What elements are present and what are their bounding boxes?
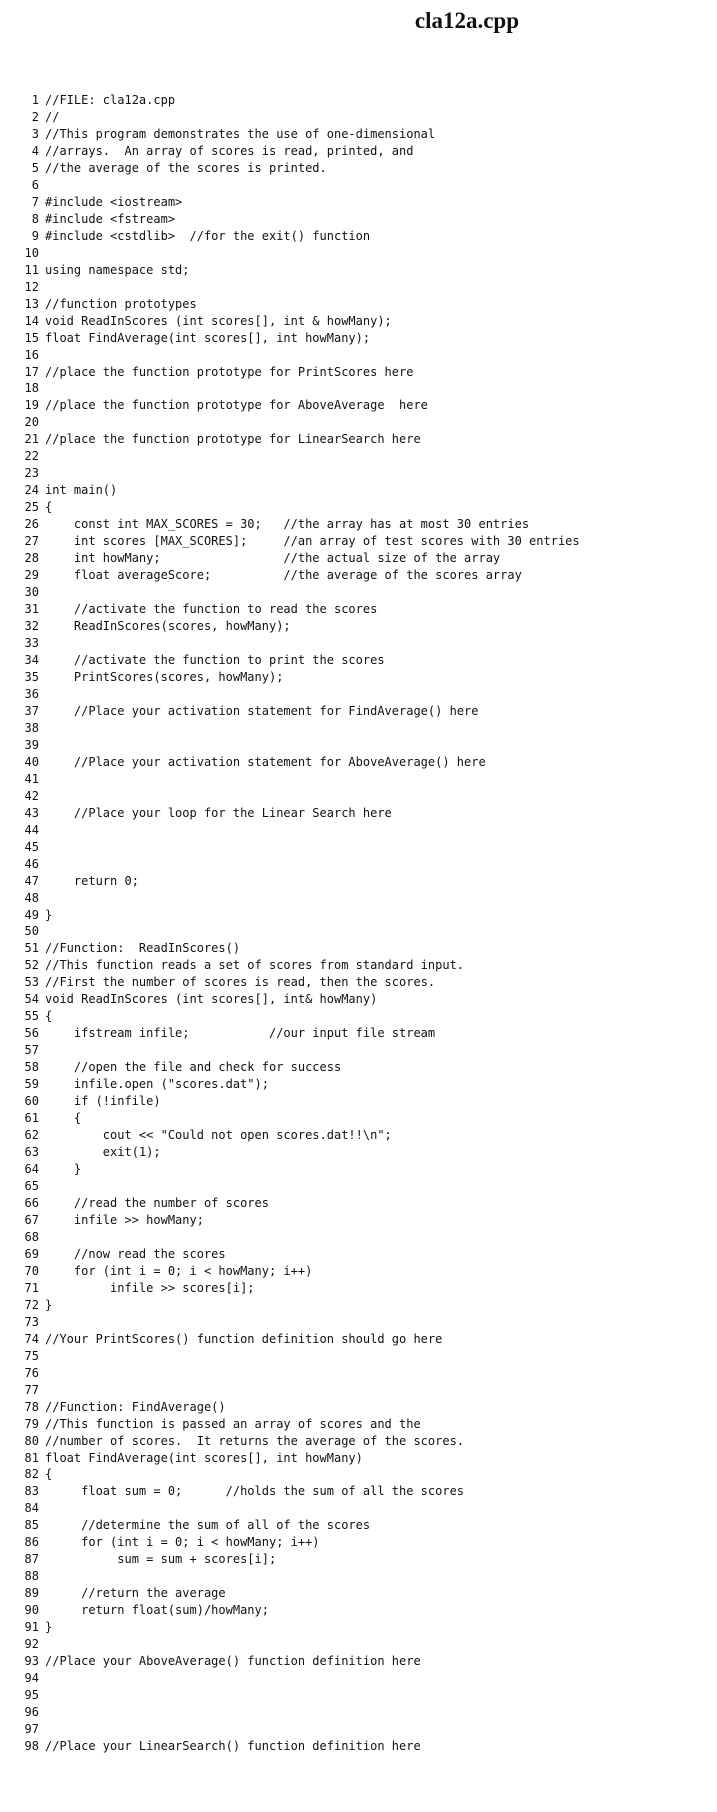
line-number: 59 xyxy=(24,1077,39,1092)
line-number: 3 xyxy=(31,126,39,141)
code-line xyxy=(24,550,704,567)
line-number: 71 xyxy=(24,1280,39,1295)
line-number: 74 xyxy=(24,1331,39,1346)
code-text: #include <iostream> xyxy=(45,194,183,209)
code-line xyxy=(24,669,704,686)
line-number: 68 xyxy=(24,1229,39,1244)
code-line xyxy=(24,126,704,143)
code-line xyxy=(24,991,704,1008)
line-number: 4 xyxy=(31,143,39,158)
line-number: 75 xyxy=(24,1348,39,1363)
code-line xyxy=(24,737,704,754)
line-number: 35 xyxy=(24,669,39,684)
line-number: 97 xyxy=(24,1722,39,1736)
code-line xyxy=(24,414,704,431)
code-text: //Place your LinearSearch() function definition here xyxy=(45,1738,421,1753)
code-line xyxy=(24,245,704,262)
line-number: 43 xyxy=(24,805,39,820)
code-text: return 0; xyxy=(45,873,139,888)
line-number: 49 xyxy=(24,907,39,922)
line-number: 42 xyxy=(24,788,39,803)
code-text: //Place your activation statement for AboveAverage() here xyxy=(45,754,486,769)
code-line xyxy=(24,1416,704,1433)
code-text: sum = sum + scores[i]; xyxy=(45,1552,277,1567)
line-number: 72 xyxy=(24,1297,39,1312)
line-number: 20 xyxy=(24,415,39,430)
code-line xyxy=(24,330,704,347)
line-number: 24 xyxy=(24,483,39,498)
code-text: { xyxy=(45,1111,82,1126)
line-number: 26 xyxy=(24,517,39,532)
code-line xyxy=(24,720,704,737)
code-line xyxy=(24,1585,704,1602)
line-number: 5 xyxy=(31,160,39,175)
code-line xyxy=(24,1144,704,1161)
code-line xyxy=(24,279,704,296)
code-text: int main() xyxy=(45,483,118,498)
code-line xyxy=(24,940,704,957)
code-line xyxy=(24,1382,704,1399)
line-number: 7 xyxy=(31,194,39,209)
code-text: int scores [MAX_SCORES]; //an array of test scores with 30 entries xyxy=(45,534,580,549)
line-number: 27 xyxy=(24,534,39,549)
code-text: int howMany; //the actual size of the array xyxy=(45,551,501,566)
line-number: 46 xyxy=(24,856,39,871)
code-line xyxy=(24,1331,704,1348)
line-number: 65 xyxy=(24,1179,39,1193)
code-text: //This function is passed an array of scores and the xyxy=(45,1416,421,1431)
code-line xyxy=(24,618,704,635)
code-line xyxy=(24,313,704,330)
code-text: //place the function prototype for LinearSearch here xyxy=(45,432,421,447)
code-text: void ReadInScores (int scores[], int& howMany) xyxy=(45,992,378,1007)
code-line xyxy=(24,143,704,160)
line-number: 61 xyxy=(24,1111,39,1126)
line-number: 73 xyxy=(24,1314,39,1329)
code-line xyxy=(24,1008,704,1025)
code-text: void ReadInScores (int scores[], int & howMany); xyxy=(45,313,392,328)
line-number: 96 xyxy=(24,1705,39,1720)
code-line xyxy=(24,1280,704,1297)
code-line xyxy=(24,974,704,991)
line-number: 11 xyxy=(24,262,39,277)
code-line xyxy=(24,1551,704,1568)
line-number: 53 xyxy=(24,975,39,990)
line-number: 47 xyxy=(24,873,39,888)
code-text: float FindAverage(int scores[], int howMany) xyxy=(45,1450,363,1465)
code-line xyxy=(24,1500,704,1517)
code-text: //Place your AboveAverage() function definition here xyxy=(45,1654,421,1669)
code-text: //read the number of scores xyxy=(45,1195,269,1210)
line-number: 82 xyxy=(24,1467,39,1482)
line-number: 51 xyxy=(24,941,39,956)
code-line xyxy=(24,805,704,822)
line-number: 89 xyxy=(24,1586,39,1601)
line-number: 85 xyxy=(24,1518,39,1533)
line-number: 38 xyxy=(24,720,39,735)
code-line xyxy=(24,211,704,228)
code-line xyxy=(24,1704,704,1721)
code-text: //First the number of scores is read, then the scores. xyxy=(45,975,436,990)
line-number: 54 xyxy=(24,992,39,1007)
code-text: float averageScore; //the average of the scores array xyxy=(45,568,522,583)
code-line xyxy=(24,499,704,516)
code-text: //This program demonstrates the use of one-dimensional xyxy=(45,126,436,141)
code-text: //place the function prototype for AboveAverage here xyxy=(45,398,428,413)
line-number: 88 xyxy=(24,1569,39,1584)
code-line xyxy=(24,160,704,177)
code-line xyxy=(24,754,704,771)
line-number: 86 xyxy=(24,1535,39,1550)
code-text: cout << "Could not open scores.dat!!\n"; xyxy=(45,1128,392,1143)
code-text: float FindAverage(int scores[], int howMany); xyxy=(45,330,371,345)
code-line xyxy=(24,1246,704,1263)
code-line xyxy=(24,1314,704,1331)
code-text: } xyxy=(45,1297,53,1312)
line-number: 70 xyxy=(24,1263,39,1278)
code-line xyxy=(24,482,704,499)
code-line xyxy=(24,635,704,652)
code-text: // xyxy=(45,109,60,124)
line-number: 6 xyxy=(31,177,39,192)
code-line xyxy=(24,1365,704,1382)
code-line xyxy=(24,1161,704,1178)
code-line xyxy=(24,448,704,465)
code-line xyxy=(24,1212,704,1229)
code-line xyxy=(24,364,704,381)
line-number: 50 xyxy=(24,924,39,939)
line-number: 1 xyxy=(31,93,39,107)
line-number: 57 xyxy=(24,1043,39,1058)
code-text: //activate the function to print the scores xyxy=(45,652,385,667)
code-line xyxy=(24,1721,704,1738)
code-line xyxy=(24,1517,704,1534)
code-text: ReadInScores(scores, howMany); xyxy=(45,619,291,634)
code-text: //function prototypes xyxy=(45,296,197,311)
line-number: 56 xyxy=(24,1026,39,1041)
code-text: #include <cstdlib> //for the exit() function xyxy=(45,228,371,243)
code-text: return float(sum)/howMany; xyxy=(45,1603,269,1618)
code-line xyxy=(24,397,704,414)
code-line xyxy=(24,703,704,720)
line-number: 76 xyxy=(24,1365,39,1380)
code-line xyxy=(24,873,704,890)
line-number: 92 xyxy=(24,1637,39,1652)
code-line xyxy=(24,1568,704,1585)
line-number: 91 xyxy=(24,1620,39,1635)
code-line xyxy=(24,1025,704,1042)
code-text: ifstream infile; //our input file stream xyxy=(45,1026,436,1041)
line-number: 80 xyxy=(24,1433,39,1448)
line-number: 78 xyxy=(24,1399,39,1414)
code-text: //now read the scores xyxy=(45,1246,226,1261)
code-text: //arrays. An array of scores is read, printed, and xyxy=(45,143,414,158)
code-text: } xyxy=(45,1162,82,1177)
code-text: infile >> scores[i]; xyxy=(45,1280,255,1295)
line-number: 94 xyxy=(24,1671,39,1686)
line-number: 36 xyxy=(24,686,39,701)
line-number: 63 xyxy=(24,1145,39,1160)
code-text: infile.open ("scores.dat"); xyxy=(45,1077,269,1092)
line-number: 93 xyxy=(24,1654,39,1669)
line-number: 28 xyxy=(24,551,39,566)
line-number: 21 xyxy=(24,432,39,447)
code-text: //determine the sum of all of the scores xyxy=(45,1518,371,1533)
code-line xyxy=(24,1076,704,1093)
line-number: 44 xyxy=(24,822,39,837)
line-number: 12 xyxy=(24,279,39,294)
line-number: 98 xyxy=(24,1738,39,1753)
line-number: 67 xyxy=(24,1212,39,1227)
line-number: 18 xyxy=(24,381,39,396)
code-line xyxy=(24,228,704,245)
line-number: 40 xyxy=(24,754,39,769)
code-text: //Function: ReadInScores() xyxy=(45,941,241,956)
code-line xyxy=(24,465,704,482)
code-line xyxy=(24,1450,704,1467)
code-line xyxy=(24,194,704,211)
line-number: 16 xyxy=(24,347,39,362)
code-text: const int MAX_SCORES = 30; //the array has at most 30 entries xyxy=(45,517,530,532)
code-line xyxy=(24,1093,704,1110)
line-number: 66 xyxy=(24,1195,39,1210)
code-line xyxy=(24,1466,704,1483)
code-line xyxy=(24,1195,704,1212)
line-number: 58 xyxy=(24,1060,39,1075)
line-number: 31 xyxy=(24,602,39,617)
code-line xyxy=(24,347,704,364)
line-number: 34 xyxy=(24,652,39,667)
code-text: exit(1); xyxy=(45,1145,161,1160)
code-line xyxy=(24,1433,704,1450)
code-line xyxy=(24,109,704,126)
code-text: //open the file and check for success xyxy=(45,1060,342,1075)
line-number: 60 xyxy=(24,1094,39,1109)
line-number: 62 xyxy=(24,1128,39,1143)
code-line xyxy=(24,1483,704,1500)
code-line xyxy=(24,1059,704,1076)
code-text: //activate the function to read the scores xyxy=(45,602,378,617)
line-number: 95 xyxy=(24,1688,39,1703)
code-text: PrintScores(scores, howMany); xyxy=(45,669,284,684)
line-number: 81 xyxy=(24,1450,39,1465)
code-line xyxy=(24,1229,704,1246)
code-text: //This function reads a set of scores from standard input. xyxy=(45,958,465,973)
code-text: infile >> howMany; xyxy=(45,1212,204,1227)
code-line xyxy=(24,839,704,856)
code-line xyxy=(24,788,704,805)
code-line xyxy=(24,1348,704,1365)
line-number: 84 xyxy=(24,1501,39,1516)
code-text: float sum = 0; //holds the sum of all the scores xyxy=(45,1484,465,1499)
line-number: 33 xyxy=(24,636,39,650)
code-text: } xyxy=(45,907,53,922)
code-line xyxy=(24,1687,704,1704)
line-number: 2 xyxy=(31,109,39,124)
code-line xyxy=(24,1042,704,1059)
code-line xyxy=(24,822,704,839)
code-line xyxy=(24,296,704,313)
line-number: 15 xyxy=(24,330,39,345)
code-line xyxy=(24,1399,704,1416)
line-number: 23 xyxy=(24,466,39,481)
line-number: 45 xyxy=(24,839,39,854)
line-number: 13 xyxy=(24,296,39,311)
line-number: 39 xyxy=(24,737,39,752)
code-line xyxy=(24,1636,704,1653)
line-number: 14 xyxy=(24,313,39,328)
line-number: 32 xyxy=(24,619,39,634)
code-text: for (int i = 0; i < howMany; i++) xyxy=(45,1535,320,1550)
code-line xyxy=(24,1653,704,1670)
code-line xyxy=(24,1178,704,1195)
line-number: 17 xyxy=(24,364,39,379)
code-text: //return the average xyxy=(45,1586,226,1601)
line-number: 22 xyxy=(24,449,39,464)
line-number: 64 xyxy=(24,1162,39,1177)
code-line xyxy=(24,1602,704,1619)
code-line xyxy=(24,957,704,974)
code-line xyxy=(24,380,704,397)
code-line xyxy=(24,516,704,533)
code-line xyxy=(24,92,704,109)
code-text: //Place your loop for the Linear Search here xyxy=(45,805,392,820)
code-line xyxy=(24,262,704,279)
code-line xyxy=(24,907,704,924)
line-number: 25 xyxy=(24,500,39,515)
code-line xyxy=(24,1738,704,1755)
code-text: //the average of the scores is printed. xyxy=(45,160,327,175)
line-number: 77 xyxy=(24,1382,39,1397)
code-line xyxy=(24,584,704,601)
code-text: //FILE: cla12a.cpp xyxy=(45,93,176,107)
line-number: 55 xyxy=(24,1009,39,1024)
code-text: { xyxy=(45,1467,53,1482)
code-line xyxy=(24,771,704,788)
code-line xyxy=(24,1263,704,1280)
code-line xyxy=(24,1110,704,1127)
line-number: 90 xyxy=(24,1603,39,1618)
code-line xyxy=(24,856,704,873)
line-number: 52 xyxy=(24,958,39,973)
code-text: for (int i = 0; i < howMany; i++) xyxy=(45,1263,313,1278)
code-line xyxy=(24,1534,704,1551)
line-number: 37 xyxy=(24,703,39,718)
line-number: 8 xyxy=(31,211,39,226)
code-text: using namespace std; xyxy=(45,262,190,277)
code-line xyxy=(24,431,704,448)
code-text: #include <fstream> xyxy=(45,211,176,226)
code-line xyxy=(24,1297,704,1314)
code-listing xyxy=(24,92,704,1755)
code-text: //Place your activation statement for FindAverage() here xyxy=(45,703,479,718)
line-number: 87 xyxy=(24,1552,39,1567)
code-text: //place the function prototype for PrintScores here xyxy=(45,364,414,379)
code-line xyxy=(24,601,704,618)
line-number: 9 xyxy=(31,228,39,243)
line-number: 69 xyxy=(24,1246,39,1261)
code-text: } xyxy=(45,1620,53,1635)
line-number: 30 xyxy=(24,585,39,600)
line-number: 41 xyxy=(24,771,39,786)
line-number: 19 xyxy=(24,398,39,413)
code-line xyxy=(24,1127,704,1144)
line-number: 10 xyxy=(24,245,39,260)
code-text: { xyxy=(45,1009,53,1024)
code-line xyxy=(24,923,704,940)
line-number: 83 xyxy=(24,1484,39,1499)
code-text: //Your PrintScores() function definition should go here xyxy=(45,1331,443,1346)
code-line xyxy=(24,1619,704,1636)
code-text: if (!infile) xyxy=(45,1094,161,1109)
line-number: 29 xyxy=(24,568,39,583)
code-line xyxy=(24,177,704,194)
code-line xyxy=(24,1670,704,1687)
document-title: cla12a.cpp xyxy=(414,8,519,33)
code-line xyxy=(24,567,704,584)
code-text: //Function: FindAverage() xyxy=(45,1399,226,1414)
line-number: 48 xyxy=(24,890,39,905)
code-text: //number of scores. It returns the average of the scores. xyxy=(45,1433,465,1448)
line-number: 79 xyxy=(24,1416,39,1431)
code-line xyxy=(24,533,704,550)
code-text: { xyxy=(45,500,53,515)
code-line xyxy=(24,686,704,703)
code-line xyxy=(24,890,704,907)
code-line xyxy=(24,652,704,669)
